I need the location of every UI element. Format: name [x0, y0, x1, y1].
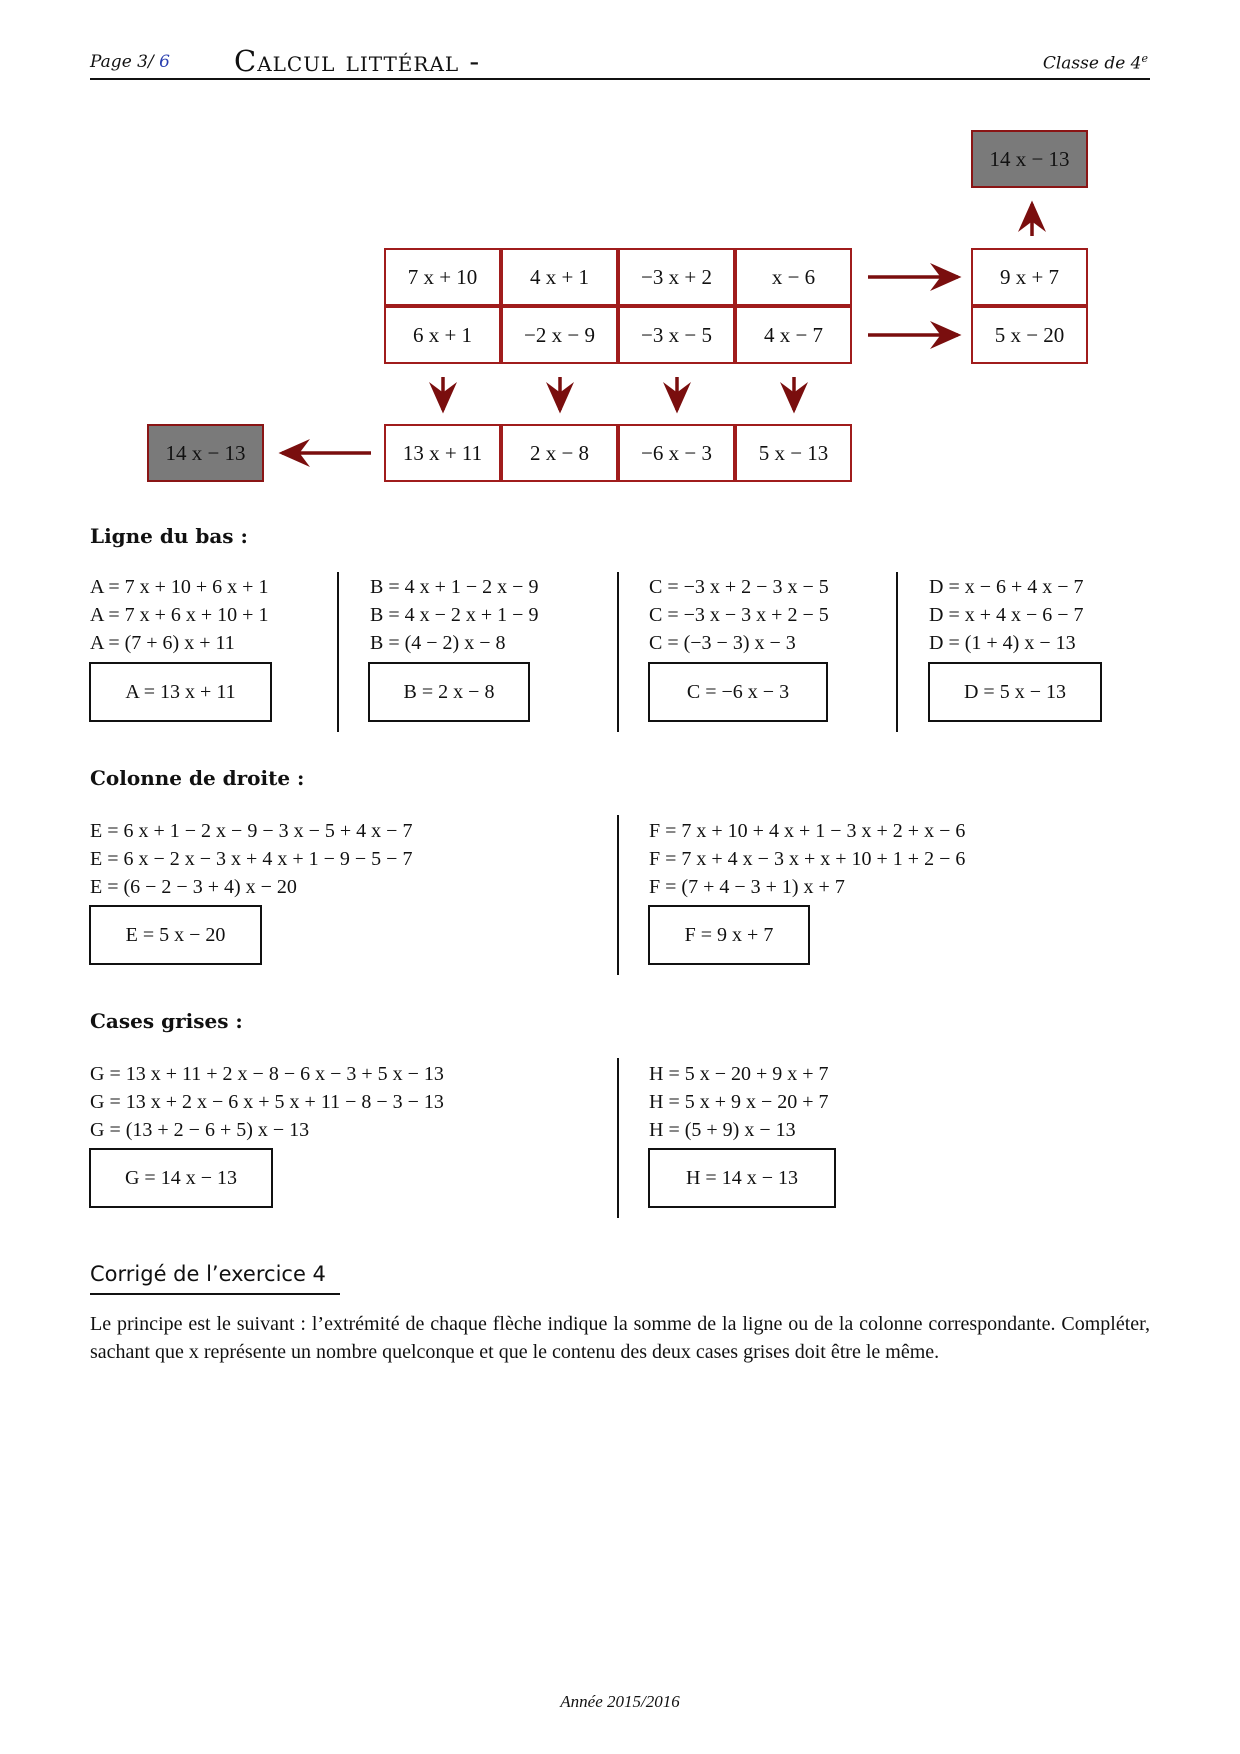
result-box-a: A = 13 x + 11	[89, 662, 272, 722]
calc-line: F = (7 + 4 − 3 + 1) x + 7	[649, 876, 845, 898]
calc-line: H = (5 + 9) x − 13	[649, 1119, 796, 1141]
section-title-ligne-bas: Ligne du bas :	[90, 524, 248, 548]
cell-bottom-1: 13 x + 11	[384, 424, 501, 482]
calc-line: D = x + 4 x − 6 − 7	[929, 604, 1084, 626]
calc-line: C = −3 x − 3 x + 2 − 5	[649, 604, 829, 626]
exercise-title: Corrigé de l’exercice 4	[90, 1262, 326, 1286]
cell-r1-c4: x − 6	[735, 248, 852, 306]
calc-line: A = 7 x + 10 + 6 x + 1	[90, 576, 269, 598]
cell-r2-c2: −2 x − 9	[501, 306, 618, 364]
calc-line: G = 13 x + 11 + 2 x − 8 − 6 x − 3 + 5 x − 13	[90, 1063, 444, 1085]
cell-r1-c1: 7 x + 10	[384, 248, 501, 306]
cell-r1-c2: 4 x + 1	[501, 248, 618, 306]
cell-r2-c3: −3 x − 5	[618, 306, 735, 364]
calc-line: E = 6 x + 1 − 2 x − 9 − 3 x − 5 + 4 x − 7	[90, 820, 413, 842]
calc-line: H = 5 x − 20 + 9 x + 7	[649, 1063, 829, 1085]
cell-r2-c1: 6 x + 1	[384, 306, 501, 364]
column-separator	[617, 572, 619, 732]
calc-line: E = 6 x − 2 x − 3 x + 4 x + 1 − 9 − 5 − 7	[90, 848, 413, 870]
cell-bottom-3: −6 x − 3	[618, 424, 735, 482]
result-box-h: H = 14 x − 13	[648, 1148, 836, 1208]
calc-line: G = (13 + 2 − 6 + 5) x − 13	[90, 1119, 310, 1141]
section-title-cases-grises: Cases grises :	[90, 1009, 243, 1033]
cell-right-2: 5 x − 20	[971, 306, 1088, 364]
page-total-link[interactable]: 6	[159, 52, 170, 72]
calc-line: H = 5 x + 9 x − 20 + 7	[649, 1091, 829, 1113]
calc-line: D = x − 6 + 4 x − 7	[929, 576, 1084, 598]
result-box-c: C = −6 x − 3	[648, 662, 828, 722]
calc-line: B = 4 x − 2 x + 1 − 9	[370, 604, 539, 626]
cell-grey-left: 14 x − 13	[147, 424, 264, 482]
result-box-d: D = 5 x − 13	[928, 662, 1102, 722]
column-separator	[617, 815, 619, 975]
cell-r1-c3: −3 x + 2	[618, 248, 735, 306]
exercise-paragraph: Le principe est le suivant : l’extrémité de chaque flèche indique la somme de la ligne ou de la colonne correspondante. Compléter, sachant que x représente un nombre quelconque et que le contenu des deux cases grises doit être le même.	[90, 1313, 1150, 1363]
calc-line: C = −3 x + 2 − 3 x − 5	[649, 576, 829, 598]
result-box-g: G = 14 x − 13	[89, 1148, 273, 1208]
cell-right-1: 9 x + 7	[971, 248, 1088, 306]
calc-line: A = (7 + 6) x + 11	[90, 632, 235, 654]
calc-line: A = 7 x + 6 x + 10 + 1	[90, 604, 269, 626]
result-box-b: B = 2 x − 8	[368, 662, 530, 722]
calc-line: G = 13 x + 2 x − 6 x + 5 x + 11 − 8 − 3 − 13	[90, 1091, 444, 1113]
page-title: Calcul littéral -	[234, 44, 481, 78]
calc-line: E = (6 − 2 − 3 + 4) x − 20	[90, 876, 297, 898]
calc-line: B = 4 x + 1 − 2 x − 9	[370, 576, 539, 598]
column-separator	[617, 1058, 619, 1218]
calc-line: D = (1 + 4) x − 13	[929, 632, 1076, 654]
cell-r2-c4: 4 x − 7	[735, 306, 852, 364]
calc-line: B = (4 − 2) x − 8	[370, 632, 506, 654]
column-separator	[896, 572, 898, 732]
calc-line: F = 7 x + 10 + 4 x + 1 − 3 x + 2 + x − 6	[649, 820, 966, 842]
exercise-title-rule	[90, 1293, 340, 1295]
footer-year: Année 2015/2016	[560, 1692, 680, 1711]
section-title-colonne-droite: Colonne de droite :	[90, 766, 305, 790]
cell-bottom-2: 2 x − 8	[501, 424, 618, 482]
page-number: Page 3/ 6	[90, 52, 170, 72]
cell-grey-top: 14 x − 13	[971, 130, 1088, 188]
calc-line: F = 7 x + 4 x − 3 x + x + 10 + 1 + 2 − 6	[649, 848, 966, 870]
result-box-e: E = 5 x − 20	[89, 905, 262, 965]
class-label: Classe de 4e	[1042, 52, 1148, 74]
column-separator	[337, 572, 339, 732]
result-box-f: F = 9 x + 7	[648, 905, 810, 965]
cell-bottom-4: 5 x − 13	[735, 424, 852, 482]
calc-line: C = (−3 − 3) x − 3	[649, 632, 796, 654]
